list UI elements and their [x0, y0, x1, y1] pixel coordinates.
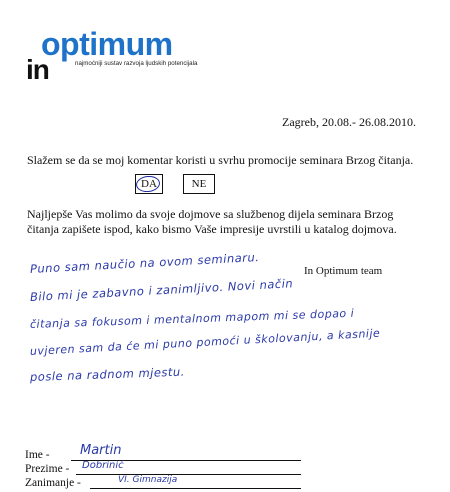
occupation-line[interactable]	[90, 488, 301, 489]
handwritten-line: uvjeren sam da će mi puno pomoći u školovanju, a kasnije	[29, 326, 381, 358]
consent-text: Slažem se da se moj komentar koristi u svrhu promocije seminara Brzog čitanja.	[27, 153, 414, 167]
occupation-label: Zanimanje -	[25, 477, 81, 489]
name-value: Martin	[80, 443, 122, 458]
handwritten-line: čitanja sa fokusom i mentalnom mapom mi se dopao i	[29, 306, 355, 331]
logo-prefix: in	[26, 54, 49, 85]
choice-no-box[interactable]: NE	[183, 174, 215, 194]
in-optimum-logo	[26, 26, 226, 85]
handwritten-line: posle na radnom mjestu.	[29, 364, 186, 384]
surname-label: Prezime -	[25, 463, 70, 475]
request-line: čitanja zapišete ispod, kako bismo Vaše impresije uvrstili u katalog dojmova.	[27, 222, 397, 236]
occupation-value: VI. Gimnazija	[118, 475, 178, 485]
name-label: Ime -	[25, 449, 50, 461]
choice-yes-box[interactable]: DA	[135, 174, 163, 194]
logo-tagline: najmoćniji sustav razvoja ljudskih potencijala	[75, 60, 198, 67]
request-text	[27, 207, 427, 237]
team-label: In Optimum team	[304, 265, 383, 277]
surname-value: Dobrinić	[82, 460, 124, 471]
request-line: Najljepše Vas molimo da svoje dojmove sa službenog dijela seminara Brzog	[27, 207, 394, 221]
surname-line[interactable]	[76, 474, 301, 475]
handwritten-line: Puno sam naučio na ovom seminaru.	[29, 249, 260, 276]
date-line: Zagreb, 20.08.- 26.08.2010.	[282, 115, 416, 129]
handwritten-line: Bilo mi je zabavno i zanimljivo. Novi način	[29, 276, 294, 304]
logo-name: optimum	[41, 26, 173, 62]
